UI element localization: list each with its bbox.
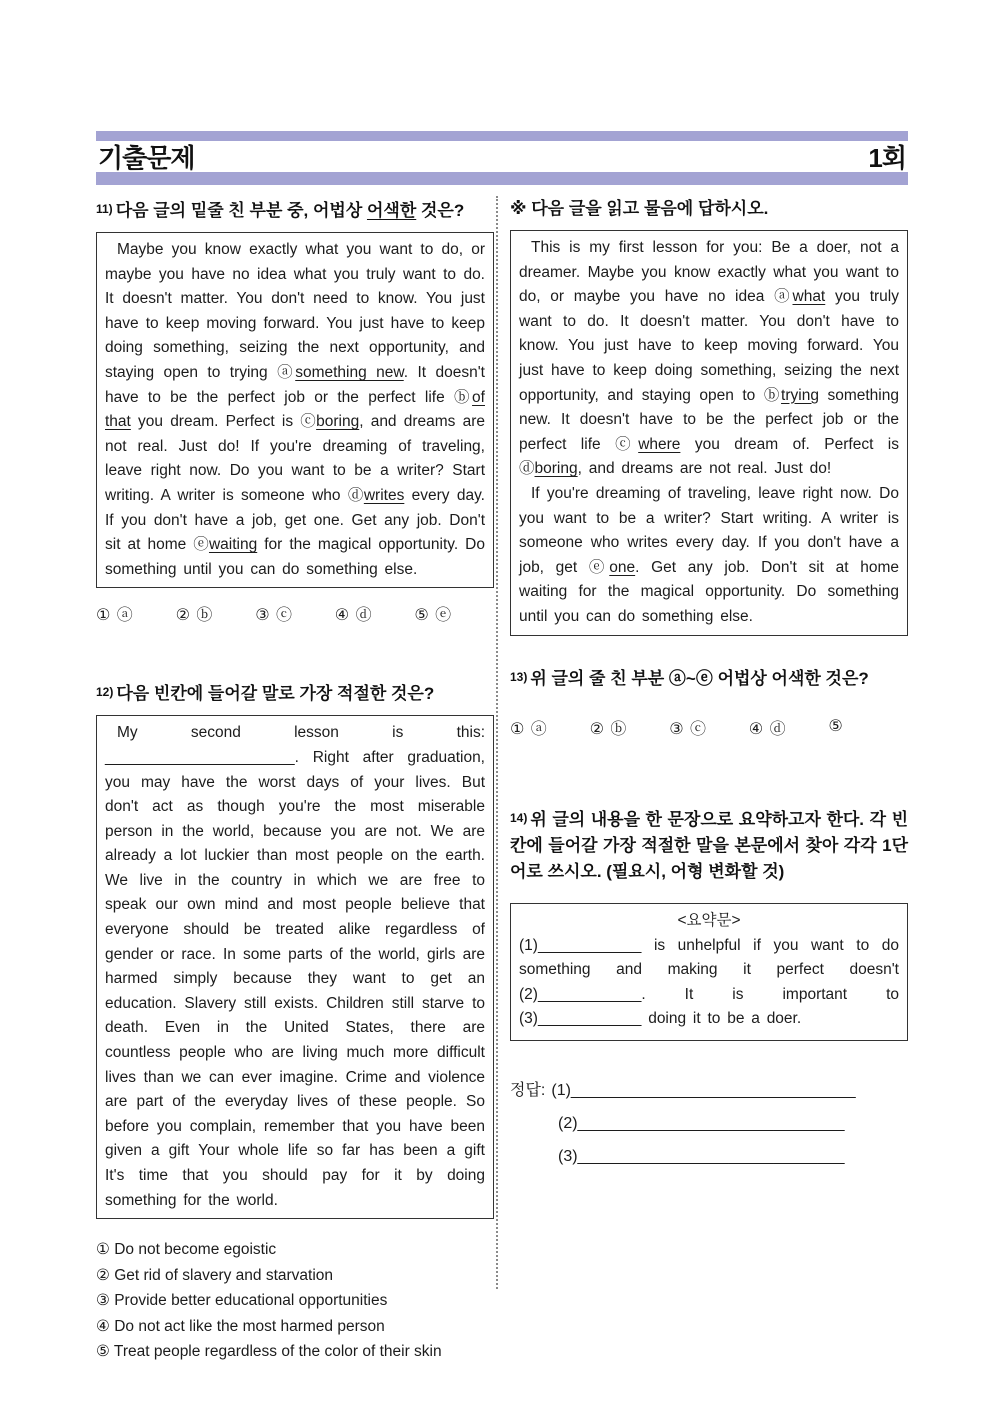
left-column	[96, 196, 494, 1365]
q12-choice-3: ③ Provide better educational opportunities	[96, 1292, 388, 1310]
question-11-text: 다음 글의 밑줄 친 부분 중, 어법상 어색한 것은?	[115, 201, 465, 220]
q13-choice-4: ④ ⓓ	[748, 720, 787, 738]
question-12-number: 12)	[96, 685, 114, 700]
right-column	[510, 196, 908, 1365]
page-content	[96, 131, 908, 1365]
q11-choice-1: ① ⓐ	[96, 607, 134, 625]
reading-passage-box	[510, 230, 908, 636]
answer-blank-3: (3)______________________________	[558, 1147, 845, 1165]
q13-choice-3: ③ ⓒ	[669, 720, 707, 738]
q14-summary-box	[510, 903, 908, 1041]
q12-choices	[96, 1237, 494, 1365]
answer-block	[510, 1074, 908, 1173]
question-14-text: 위 글의 내용을 한 문장으로 요약하고자 한다. 각 빈칸에 들어갈 가장 적절한 말을 본문에서 찾아 각각 1단어로 쓰시오. (필요시, 어형 변화할 것)	[510, 809, 908, 881]
question-13-title	[510, 664, 908, 692]
q12-choice-2: ② Get rid of slavery and starvation	[96, 1266, 334, 1284]
reading-instruction: ※ 다음 글을 읽고 물음에 답하시오.	[510, 199, 769, 218]
answer-line-1	[510, 1074, 908, 1107]
q11-choice-4: ④ ⓓ	[334, 607, 373, 625]
q12-choice-4: ④ Do not act like the most harmed person	[96, 1317, 385, 1335]
question-14-number: 14)	[510, 810, 528, 825]
reading-paragraph-2: If you're dreaming of traveling, leave right now. Do you want to be a writer? Start writing. A writer is someone who writes every day. If you don't have a job, get ⓔone. Get any job. Don't sit at home waiting for the magical opportunity. Do something until you can do something else.	[519, 484, 899, 625]
q12-choice-5: ⑤ Treat people regardless of the color of their skin	[96, 1343, 442, 1361]
column-divider	[496, 196, 498, 1289]
round-label: 1회	[868, 143, 906, 173]
q11-passage: Maybe you know exactly what you want to do, or maybe you have no idea what you truly want to do. It doesn't matter. You don't need to know. You just have to keep moving forward. You just have to keep doing something, seizing the next opportunity, and staying open to trying ⓐsomething new. It doesn't have to be the perfect job or the perfect life ⓑof that you dream. Perfect is ⓒboring, and dreams are not real. Just do! If you're dreaming of traveling, leave right now. Do you want to be a writer? Start writing. A writer is someone who ⓓwrites every day. If you don't have a job, get one. Get any job. Don't sit at home ⓔwaiting for the magical opportunity. Do something until you can do something else.	[105, 241, 485, 578]
q11-choice-5: ⑤ ⓔ	[414, 607, 453, 625]
question-13-text: 위 글의 줄 친 부분 ⓐ~ⓔ 어법상 어색한 것은?	[530, 668, 869, 688]
q13-choice-2: ② ⓑ	[589, 720, 628, 738]
answer-line-3	[510, 1140, 908, 1173]
answer-blank-2: (2)______________________________	[558, 1114, 845, 1132]
page-title: 기출문제	[98, 143, 195, 173]
q11-choice-2: ② ⓑ	[175, 607, 214, 625]
question-11-title	[96, 196, 494, 224]
answer-line-2	[510, 1107, 908, 1140]
q12-passage: My second lesson is this: ______________________. Right after graduation, you may have the worst days of your lives. But don't act as though you're the most miserable person in the world, because you are not. We are already a lot luckier than most people on the earth. We live in the country in which we are free to speak our own mind and most people believe that everyone should be treated alike regardless of gender or race. In some parts of the world, girls are harmed simply because they want to get an education. Slavery still exists. Children still starve to death. Even in the United States, there are countless people who are living much more difficult lives than we can ever imagine. Crime and violence are part of the everyday lives of these people. So before you complain, remember that you have been given a gift Your whole life so far has been a gift It's time that you should pay for it by doing something for the world.	[105, 724, 485, 1209]
header-bar-bottom	[96, 172, 908, 185]
q11-passage-box	[96, 232, 494, 588]
header-bar-top	[96, 131, 908, 141]
question-12-text: 다음 빈칸에 들어갈 말로 가장 적절한 것은?	[116, 684, 435, 704]
question-14-title	[510, 805, 908, 885]
summary-text: (1)____________ is unhelpful if you want to do something and making it perfect doesn't (2)____________. It is important to (3)____________ doing it to be a doer.	[519, 936, 899, 1028]
header	[96, 141, 908, 172]
q11-choice-3: ③ ⓒ	[255, 607, 293, 625]
q11-choices	[96, 602, 494, 625]
question-12-title	[96, 679, 494, 707]
answer-blank-1: (1)________________________________	[551, 1081, 856, 1099]
q13-choices	[510, 716, 908, 739]
q13-choice-5: ⑤	[828, 717, 844, 735]
q13-choice-1: ① ⓐ	[510, 720, 548, 738]
q12-choice-1: ① Do not become egoistic	[96, 1241, 277, 1259]
question-13-number: 13)	[510, 669, 528, 684]
reading-paragraph-1: This is my first lesson for you: Be a doer, not a dreamer. Maybe you know exactly what you want to do, or maybe you have no idea ⓐwhat you truly want to do. It doesn't matter. You don't have to know. You just have to keep moving forward. You just have to keep doing something, seizing the next opportunity, and staying open to ⓑtrying something new. It doesn't have to be the perfect job or the perfect life ⓒwhere you dream of. Perfect is ⓓboring, and dreams are not real. Just do!	[519, 239, 899, 478]
q12-passage-box	[96, 715, 494, 1219]
question-11-number: 11)	[96, 202, 113, 216]
two-column-body	[96, 185, 908, 1365]
summary-box-title: <요약문>	[677, 911, 741, 929]
answer-label: 정답:	[510, 1081, 546, 1099]
